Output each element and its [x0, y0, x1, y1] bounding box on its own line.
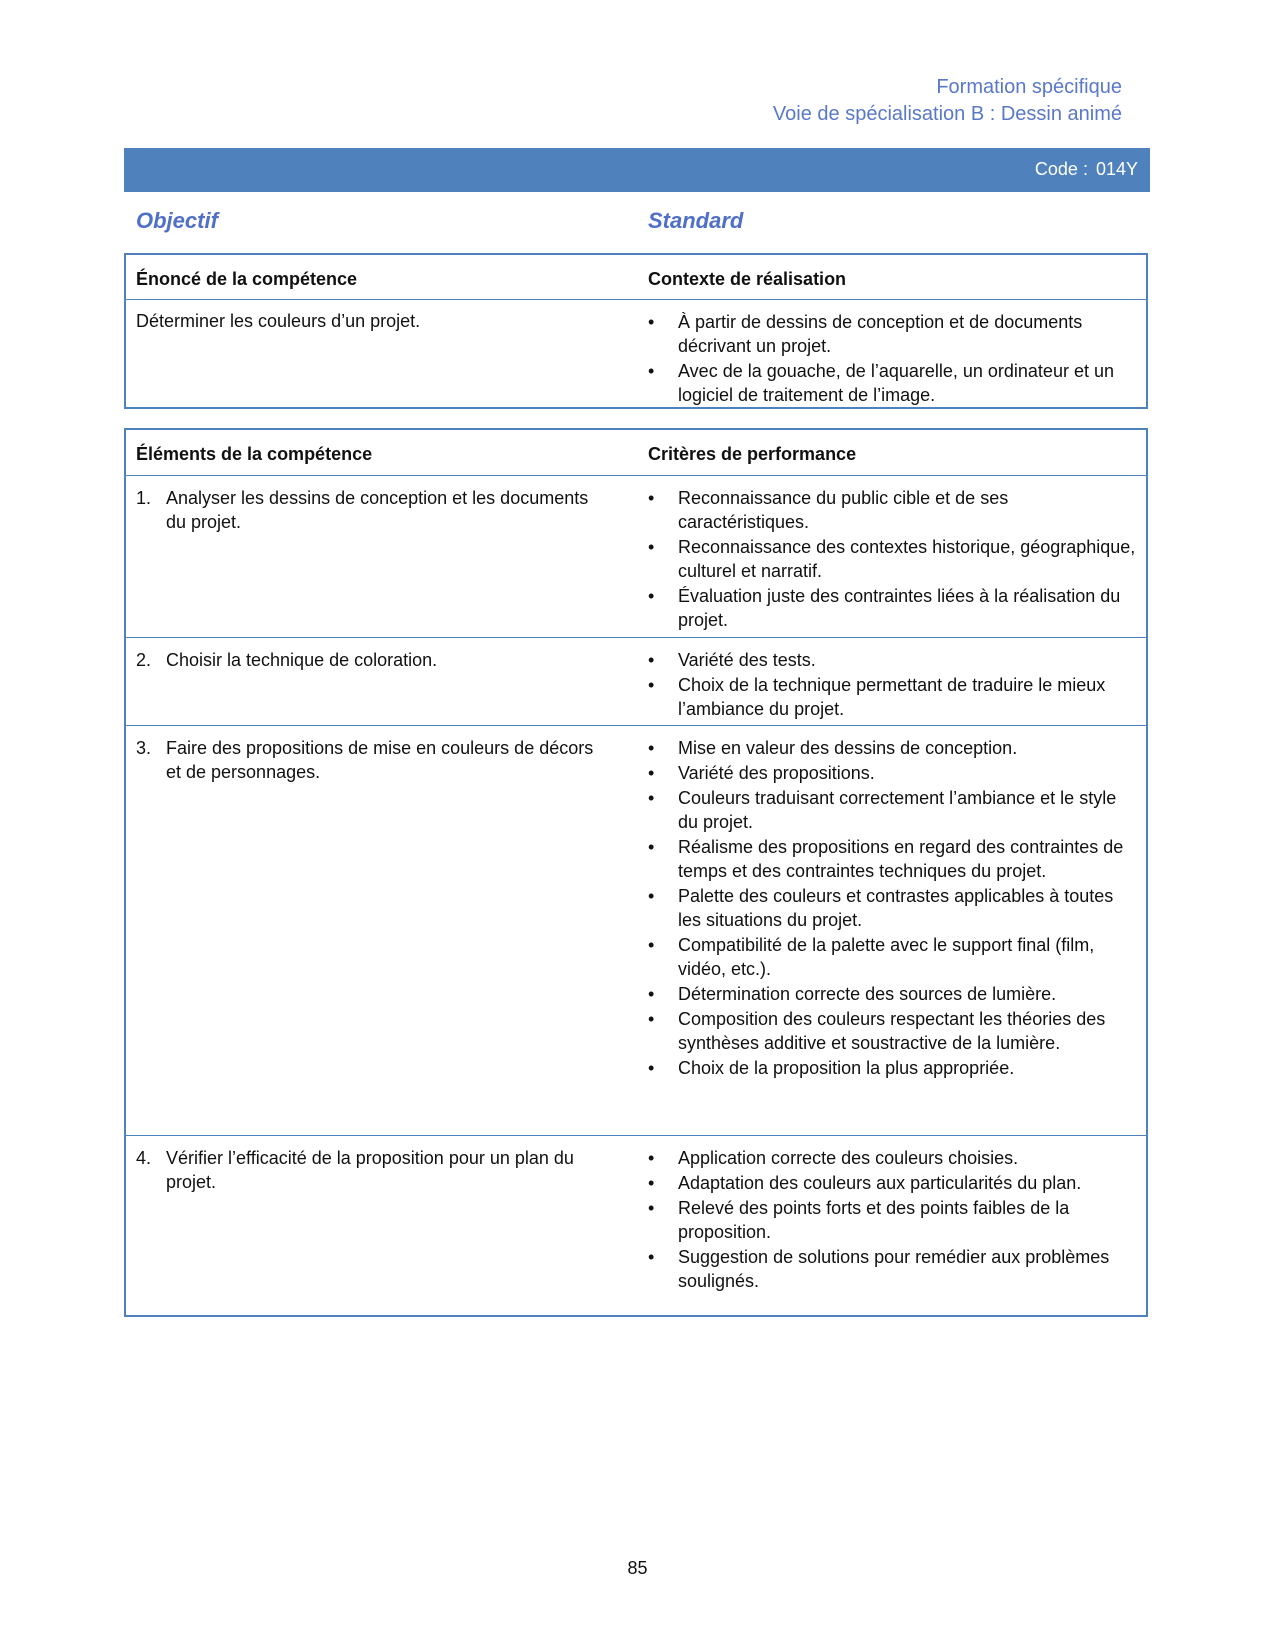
- bullet-icon: •: [648, 586, 655, 606]
- bullet-icon: •: [648, 488, 655, 508]
- bullet-icon: •: [648, 537, 655, 557]
- list-item: [648, 1171, 1138, 1195]
- list-item-text: Adaptation des couleurs aux particularités du plan.: [678, 1173, 1082, 1193]
- element-text: [136, 1146, 606, 1194]
- element-number: 1.: [136, 488, 152, 508]
- bullet-icon: •: [648, 984, 655, 1004]
- criteria-list: [648, 648, 1138, 722]
- list-item: [648, 535, 1138, 583]
- list-item-text: Couleurs traduisant correctement l’ambiance et le style du projet.: [678, 788, 1117, 832]
- list-item: [648, 359, 1138, 407]
- list-item-text: Relevé des points forts et des points faibles de la proposition.: [678, 1198, 1070, 1242]
- element-description: Vérifier l’efficacité de la proposition pour un plan du projet.: [166, 1148, 574, 1192]
- list-item-text: Réalisme des propositions en regard des contraintes de temps et des contraintes techniques du projet.: [678, 837, 1124, 881]
- elements-header: Éléments de la compétence: [136, 444, 373, 464]
- element-text: [136, 736, 606, 784]
- criteria-list: [648, 486, 1138, 633]
- criteria-list: [648, 1146, 1138, 1294]
- table-row: [126, 476, 1146, 638]
- bullet-icon: •: [648, 1173, 655, 1193]
- document-header: [773, 74, 1122, 128]
- bullet-icon: •: [648, 650, 655, 670]
- list-item: [648, 648, 1138, 672]
- bullet-icon: •: [648, 738, 655, 758]
- list-item-text: Suggestion de solutions pour remédier aux problèmes soulignés.: [678, 1247, 1110, 1291]
- bullet-icon: •: [648, 763, 655, 783]
- header-specialization: Voie de spécialisation B : Dessin animé: [772, 103, 1122, 125]
- element-description: Faire des propositions de mise en couleurs de décors et de personnages.: [166, 738, 594, 782]
- element-description: Analyser les dessins de conception et les documents du projet.: [166, 488, 589, 532]
- list-item: [648, 736, 1138, 760]
- list-item: [648, 584, 1138, 632]
- list-item: [648, 1007, 1138, 1055]
- list-item: [648, 835, 1138, 883]
- bullet-icon: •: [648, 1198, 655, 1218]
- list-item-text: Avec de la gouache, de l’aquarelle, un ordinateur et un logiciel de traitement de l’image.: [678, 361, 1114, 405]
- enonce-header: Énoncé de la compétence: [136, 269, 358, 289]
- competence-code: [1035, 159, 1138, 180]
- element-text: [136, 648, 606, 672]
- list-item-text: Reconnaissance du public cible et de ses caractéristiques.: [678, 488, 1009, 532]
- header-training-type: Formation spécifique: [936, 76, 1122, 98]
- page-number: 85: [627, 1558, 648, 1578]
- competence-table: [124, 253, 1148, 409]
- bullet-icon: •: [648, 1058, 655, 1078]
- list-item-text: Choix de la proposition la plus appropriée.: [678, 1058, 1015, 1078]
- competence-table-header: [126, 255, 1146, 300]
- standard-title: Standard: [648, 208, 744, 233]
- list-item: [648, 982, 1138, 1006]
- bullet-icon: •: [648, 788, 655, 808]
- list-item-text: Détermination correcte des sources de lumière.: [678, 984, 1057, 1004]
- list-item: [648, 933, 1138, 981]
- bullet-icon: •: [648, 1148, 655, 1168]
- bullet-icon: •: [648, 837, 655, 857]
- list-item: [648, 1245, 1138, 1293]
- list-item-text: À partir de dessins de conception et de documents décrivant un projet.: [678, 312, 1083, 356]
- list-item: [648, 1146, 1138, 1170]
- bullet-icon: •: [648, 1009, 655, 1029]
- list-item: [648, 884, 1138, 932]
- list-item: [648, 1196, 1138, 1244]
- bullet-icon: •: [648, 675, 655, 695]
- bullet-icon: •: [648, 886, 655, 906]
- list-item: [648, 1056, 1138, 1080]
- bullet-icon: •: [648, 312, 655, 332]
- bullet-icon: •: [648, 1247, 655, 1267]
- list-item-text: Compatibilité de la palette avec le support final (film, vidéo, etc.).: [678, 935, 1095, 979]
- element-text: [136, 486, 606, 534]
- code-bar: [124, 148, 1150, 192]
- code-value: 014Y: [1095, 159, 1138, 179]
- table-row: [126, 638, 1146, 726]
- element-number: 3.: [136, 738, 152, 758]
- enonce-text: Déterminer les couleurs d’un projet.: [136, 311, 421, 331]
- criteria-header: Critères de performance: [648, 444, 857, 464]
- list-item-text: Reconnaissance des contextes historique, géographique, culturel et narratif.: [678, 537, 1136, 581]
- list-item-text: Évaluation juste des contraintes liées à la réalisation du projet.: [678, 586, 1121, 630]
- contexte-list: [648, 310, 1138, 408]
- list-item: [648, 761, 1138, 785]
- elements-table-header: [126, 430, 1146, 476]
- list-item: [648, 786, 1138, 834]
- list-item-text: Variété des propositions.: [678, 763, 875, 783]
- list-item: [648, 673, 1138, 721]
- list-item-text: Choix de la technique permettant de traduire le mieux l’ambiance du projet.: [678, 675, 1106, 719]
- bullet-icon: •: [648, 935, 655, 955]
- element-description: Choisir la technique de coloration.: [166, 650, 438, 670]
- element-number: 2.: [136, 650, 152, 670]
- list-item-text: Mise en valeur des dessins de conception.: [678, 738, 1018, 758]
- element-number: 4.: [136, 1148, 152, 1168]
- code-label: Code :: [1034, 159, 1088, 179]
- bullet-icon: •: [648, 361, 655, 381]
- elements-table: [124, 428, 1148, 1317]
- list-item-text: Palette des couleurs et contrastes applicables à toutes les situations du projet.: [678, 886, 1114, 930]
- list-item-text: Application correcte des couleurs choisies.: [678, 1148, 1019, 1168]
- section-headings: [136, 208, 1136, 238]
- objectif-title: Objectif: [136, 208, 218, 233]
- criteria-list: [648, 736, 1138, 1081]
- list-item: [648, 310, 1138, 358]
- list-item: [648, 486, 1138, 534]
- contexte-header: Contexte de réalisation: [648, 269, 847, 289]
- list-item-text: Variété des tests.: [678, 650, 816, 670]
- table-row: [126, 726, 1146, 1136]
- list-item-text: Composition des couleurs respectant les théories des synthèses additive et soustractive de la lumière.: [678, 1009, 1106, 1053]
- table-row: [126, 1136, 1146, 1315]
